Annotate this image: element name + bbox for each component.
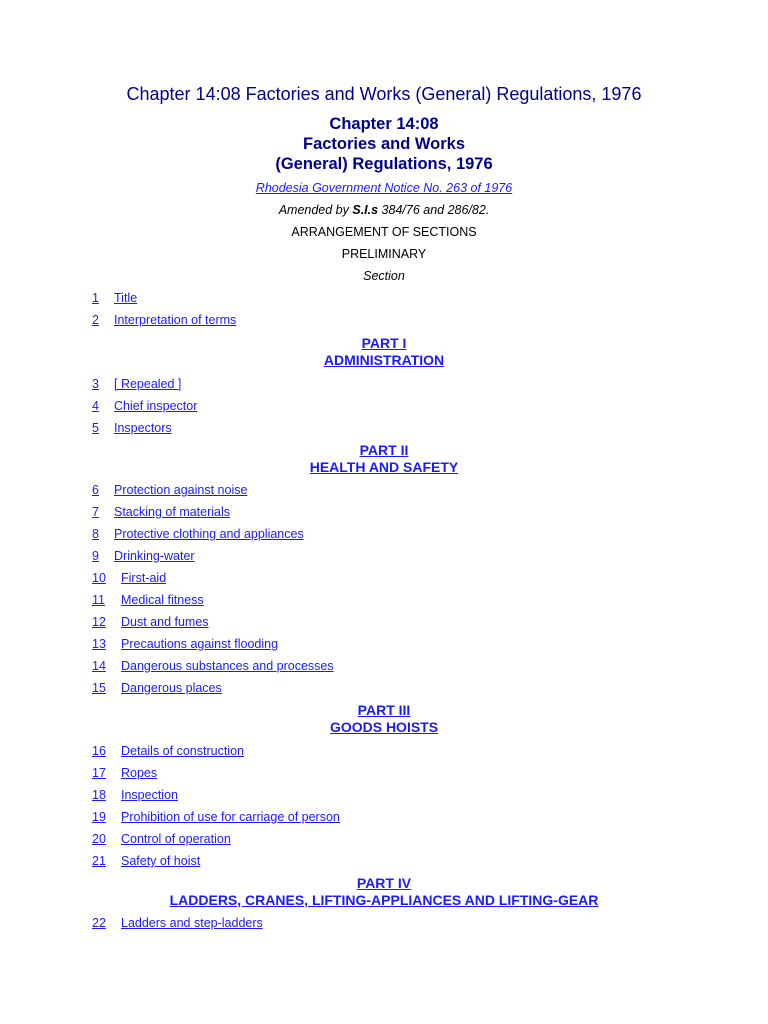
toc-item-number[interactable]: 9 (92, 549, 99, 563)
toc-item-number[interactable]: 19 (92, 810, 106, 824)
toc-item-number[interactable]: 18 (92, 788, 106, 802)
toc-item-number[interactable]: 14 (92, 659, 106, 673)
toc-item-label[interactable]: Ladders and step-ladders (121, 916, 263, 930)
toc-item-number[interactable]: 7 (92, 505, 99, 519)
toc-item-number[interactable]: 20 (92, 832, 106, 846)
part-heading[interactable] (0, 702, 768, 736)
arrangement-heading: ARRANGEMENT OF SECTIONS (291, 225, 477, 239)
toc-item-label[interactable]: First-aid (121, 571, 167, 585)
toc-item-label[interactable]: Safety of hoist (121, 854, 201, 868)
amendment-si: S.I.s (352, 203, 379, 217)
heading-line-1: Chapter 14:08 (329, 115, 439, 133)
toc-item-number[interactable]: 13 (92, 637, 106, 651)
toc-item-number[interactable]: 6 (92, 483, 99, 497)
document-title: Chapter 14:08 Factories and Works (General) Regulations, 1976 (126, 84, 642, 104)
toc-item-number[interactable]: 4 (92, 399, 99, 413)
amendment-suffix: 384/76 and 286/82. (378, 203, 490, 217)
toc-item-label[interactable]: Precautions against flooding (121, 637, 279, 651)
part-number[interactable]: PART II (359, 442, 409, 458)
toc-item-number[interactable]: 17 (92, 766, 106, 780)
part-title[interactable]: ADMINISTRATION (323, 352, 445, 368)
part-number[interactable]: PART IV (356, 875, 412, 891)
part-title[interactable]: HEALTH AND SAFETY (309, 459, 459, 475)
toc-item-label[interactable]: Prohibition of use for carriage of person (121, 810, 340, 824)
toc-item-label[interactable]: Stacking of materials (114, 505, 231, 519)
toc-item-number[interactable]: 10 (92, 571, 106, 585)
toc-item-label[interactable]: Dust and fumes (121, 615, 209, 629)
part-title[interactable]: GOODS HOISTS (329, 719, 439, 735)
toc-item-label[interactable]: Dangerous places (121, 681, 222, 695)
toc-item-label[interactable]: Chief inspector (114, 399, 198, 413)
toc-item-number[interactable]: 1 (92, 291, 99, 305)
toc-item-label[interactable]: Drinking-water (114, 549, 195, 563)
government-notice-link[interactable]: Rhodesia Government Notice No. 263 of 1976 (255, 181, 513, 195)
toc-item-number[interactable]: 22 (92, 916, 106, 930)
part-number[interactable]: PART I (361, 335, 407, 351)
section-label: Section (363, 269, 405, 283)
toc-item-number[interactable]: 15 (92, 681, 106, 695)
heading-line-2: Factories and Works (303, 135, 465, 153)
part-title[interactable]: LADDERS, CRANES, LIFTING-APPLIANCES AND LIFTING-GEAR (169, 892, 599, 908)
preliminary-heading: PRELIMINARY (341, 247, 427, 261)
toc-item-number[interactable]: 21 (92, 854, 106, 868)
toc-item-label[interactable]: Details of construction (121, 744, 244, 758)
toc-item-label[interactable]: Protection against noise (114, 483, 248, 497)
part-heading[interactable] (0, 875, 768, 909)
toc-item-label[interactable]: Inspection (121, 788, 178, 802)
heading-line-3: (General) Regulations, 1976 (275, 155, 493, 173)
toc-item-label[interactable]: Control of operation (121, 832, 231, 846)
chapter-heading (0, 114, 768, 174)
part-number[interactable]: PART III (357, 702, 411, 718)
toc-item-number[interactable]: 5 (92, 421, 99, 435)
toc-item-label[interactable]: [ Repealed ] (114, 377, 182, 391)
part-heading[interactable] (0, 442, 768, 476)
toc-item-label[interactable]: Medical fitness (121, 593, 204, 607)
toc-item-number[interactable]: 8 (92, 527, 99, 541)
amendment-note (0, 202, 768, 218)
toc-item-number[interactable]: 16 (92, 744, 106, 758)
amendment-prefix: Amended by (278, 203, 353, 217)
toc-item-label[interactable]: Inspectors (114, 421, 172, 435)
toc-item-label[interactable]: Interpretation of terms (114, 313, 237, 327)
toc-item-number[interactable]: 11 (92, 593, 105, 607)
toc-item-number[interactable]: 12 (92, 615, 106, 629)
toc-item-label[interactable]: Title (114, 291, 138, 305)
toc-item-label[interactable]: Dangerous substances and processes (121, 659, 334, 673)
part-heading[interactable] (0, 335, 768, 369)
toc-item-number[interactable]: 2 (92, 313, 99, 327)
toc-item-label[interactable]: Protective clothing and appliances (114, 527, 304, 541)
toc-item-label[interactable]: Ropes (121, 766, 158, 780)
toc-item-number[interactable]: 3 (92, 377, 99, 391)
